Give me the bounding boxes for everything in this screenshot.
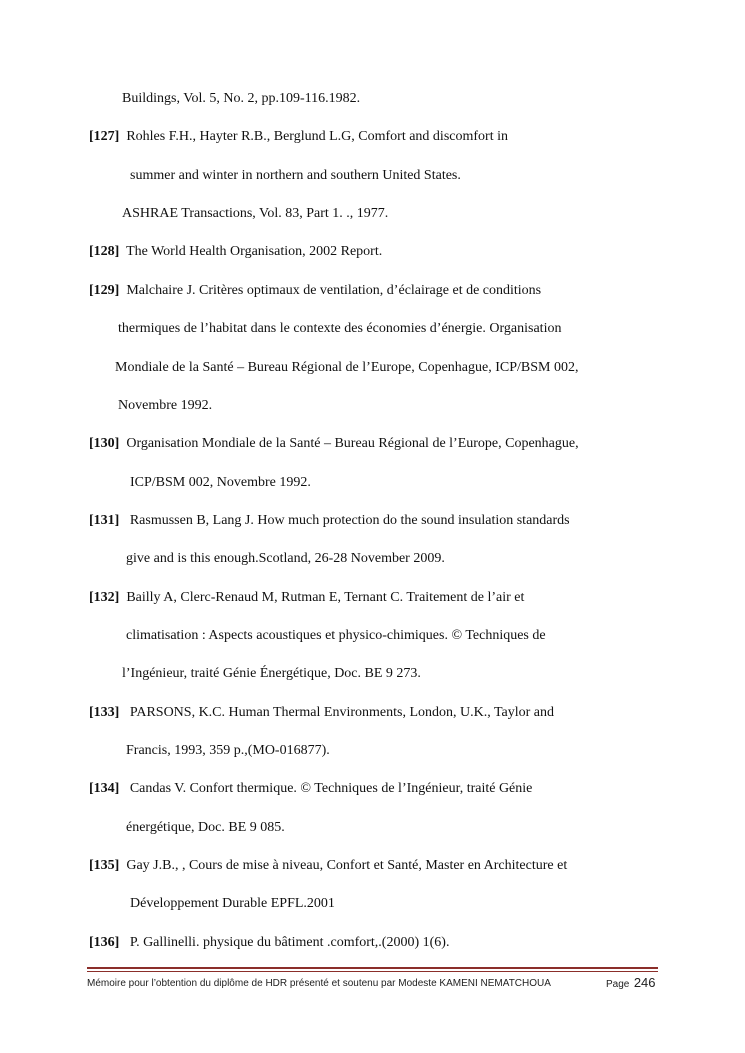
reference-134 <box>89 780 532 798</box>
footer-page-number <box>606 975 656 993</box>
reference-131 <box>89 512 570 530</box>
reference-127 <box>89 128 508 146</box>
reference-132-line-2: climatisation : Aspects acoustiques et physico-chimiques. © Techniques de <box>126 628 546 643</box>
reference-134-line-2: énergétique, Doc. BE 9 085. <box>126 820 285 835</box>
reference-129-line-3: Mondiale de la Santé – Bureau Régional de l’Europe, Copenhague, ICP/BSM 002, <box>115 360 579 375</box>
reference-text: Bailly A, Clerc-Renaud M, Rutman E, Ternant C. Traitement de l’air et <box>126 590 525 605</box>
reference-136 <box>89 934 449 952</box>
reference-text: Malchaire J. Critères optimaux de ventilation, d’éclairage et de conditions <box>126 283 542 298</box>
reference-127-line-2: summer and winter in northern and southern United States. <box>130 168 461 183</box>
reference-number: [130] <box>89 436 120 451</box>
reference-129-line-2: thermiques de l’habitat dans le contexte des économies d’énergie. Organisation <box>118 321 562 336</box>
page-number: 246 <box>633 975 656 990</box>
page-label: Page <box>606 979 630 990</box>
reference-130-line-2: ICP/BSM 002, Novembre 1992. <box>130 475 311 490</box>
reference-number: [132] <box>89 590 120 605</box>
reference-135-line-2: Développement Durable EPFL.2001 <box>130 896 335 911</box>
reference-132-line-3: l’Ingénieur, traité Génie Énergétique, Doc. BE 9 273. <box>122 666 421 681</box>
reference-133-line-2: Francis, 1993, 359 p.,(MO-016877). <box>126 743 330 758</box>
footer-caption: Mémoire pour l’obtention du diplôme de HDR présenté et soutenu par Modeste KAMENI NEMATCHOUA <box>87 978 551 989</box>
reference-128 <box>89 243 382 261</box>
reference-127-line-3: ASHRAE Transactions, Vol. 83, Part 1. ., 1977. <box>122 206 389 221</box>
reference-129 <box>89 282 541 300</box>
reference-number: [129] <box>89 283 120 298</box>
reference-number: [136] <box>89 935 120 950</box>
reference-text: Gay J.B., , Cours de mise à niveau, Confort et Santé, Master en Architecture et <box>126 858 568 873</box>
reference-129-line-4: Novembre 1992. <box>118 398 213 413</box>
reference-132 <box>89 589 524 607</box>
reference-number: [131] <box>89 513 120 528</box>
reference-text: P. Gallinelli. physique du bâtiment .comfort,.(2000) 1(6). <box>129 935 450 950</box>
reference-number: [133] <box>89 705 120 720</box>
reference-text: Rasmussen B, Lang J. How much protection do the sound insulation standards <box>129 513 570 528</box>
reference-135 <box>89 857 567 875</box>
reference-133 <box>89 704 554 722</box>
reference-text: Organisation Mondiale de la Santé – Bureau Régional de l’Europe, Copenhague, <box>126 436 579 451</box>
reference-126-continuation: Buildings, Vol. 5, No. 2, pp.109-116.1982. <box>122 91 361 106</box>
footer-divider-thin <box>87 971 658 972</box>
reference-text: The World Health Organisation, 2002 Report. <box>126 244 383 259</box>
reference-number: [128] <box>89 244 120 259</box>
reference-text: Candas V. Confort thermique. © Techniques de l’Ingénieur, traité Génie <box>129 781 533 796</box>
reference-text: PARSONS, K.C. Human Thermal Environments, London, U.K., Taylor and <box>129 705 555 720</box>
footer-divider-thick <box>87 967 658 969</box>
reference-number: [135] <box>89 858 120 873</box>
reference-number: [134] <box>89 781 120 796</box>
reference-number: [127] <box>89 129 120 144</box>
reference-130 <box>89 435 579 453</box>
reference-text: Rohles F.H., Hayter R.B., Berglund L.G, Comfort and discomfort in <box>126 129 508 144</box>
reference-131-line-2: give and is this enough.Scotland, 26-28 November 2009. <box>126 551 445 566</box>
